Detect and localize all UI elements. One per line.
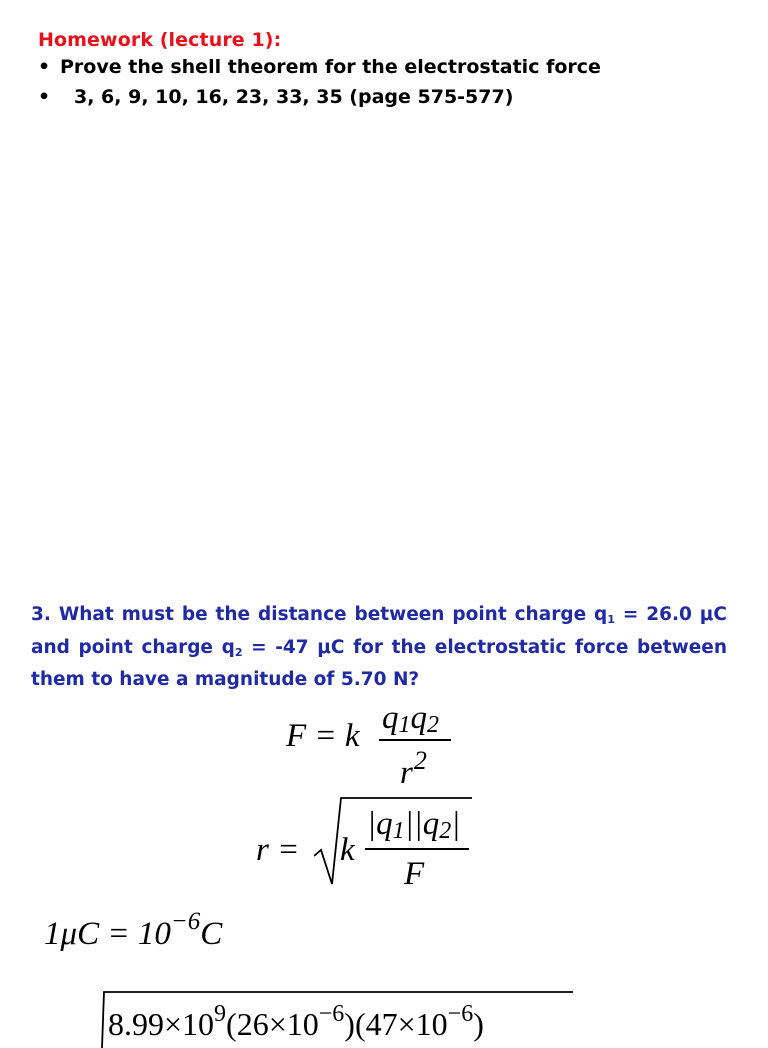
fraction-numerator: $q_1q_2$ [382,700,439,738]
problem-text-1: What must be the distance between point charge q [58,604,608,625]
q2-subscript: 2 [234,645,243,659]
q1-subscript: 1 [607,613,615,626]
equation-unit-conversion: $1\mu C = 10^{-6}C$ [44,908,223,952]
equation-lhs: F = k [286,718,360,754]
fraction-denominator: $r^2$ [400,746,427,791]
homework-item-shell-theorem [38,56,601,78]
fraction-numerator: $|q_1||q_2|$ [367,806,461,844]
equation-distance [256,792,486,902]
problem-text-3: = -47 μC for the electrostatic force between them to have a magnitude of 5.70 N? [31,636,727,690]
homework-title: Homework (lecture 1): [38,29,282,51]
problem-number: 3. [31,604,51,625]
fraction-bar [379,739,451,741]
homework-item-text: Prove the shell theorem for the electrostatic force [60,56,601,78]
problem-statement [31,601,727,694]
fraction-denominator: F [404,856,425,892]
problem-text-2: = 26.0 μC and point charge q [31,604,727,658]
homework-item-problems [38,86,513,108]
equation-lhs: r = [256,832,300,868]
bullet-icon: • [38,56,51,78]
equation-coulomb-law [286,700,486,792]
fraction-bar [365,848,469,850]
homework-item-text: 3, 6, 9, 10, 16, 23, 33, 35 (page 575-577) [74,86,514,108]
constant-k: k [340,832,355,868]
bullet-icon: • [38,86,51,108]
equation-partial-substitution: $8.99\times 10^9(26\times 10^{-6})(47\times 10^{-6})$ [95,988,575,1048]
